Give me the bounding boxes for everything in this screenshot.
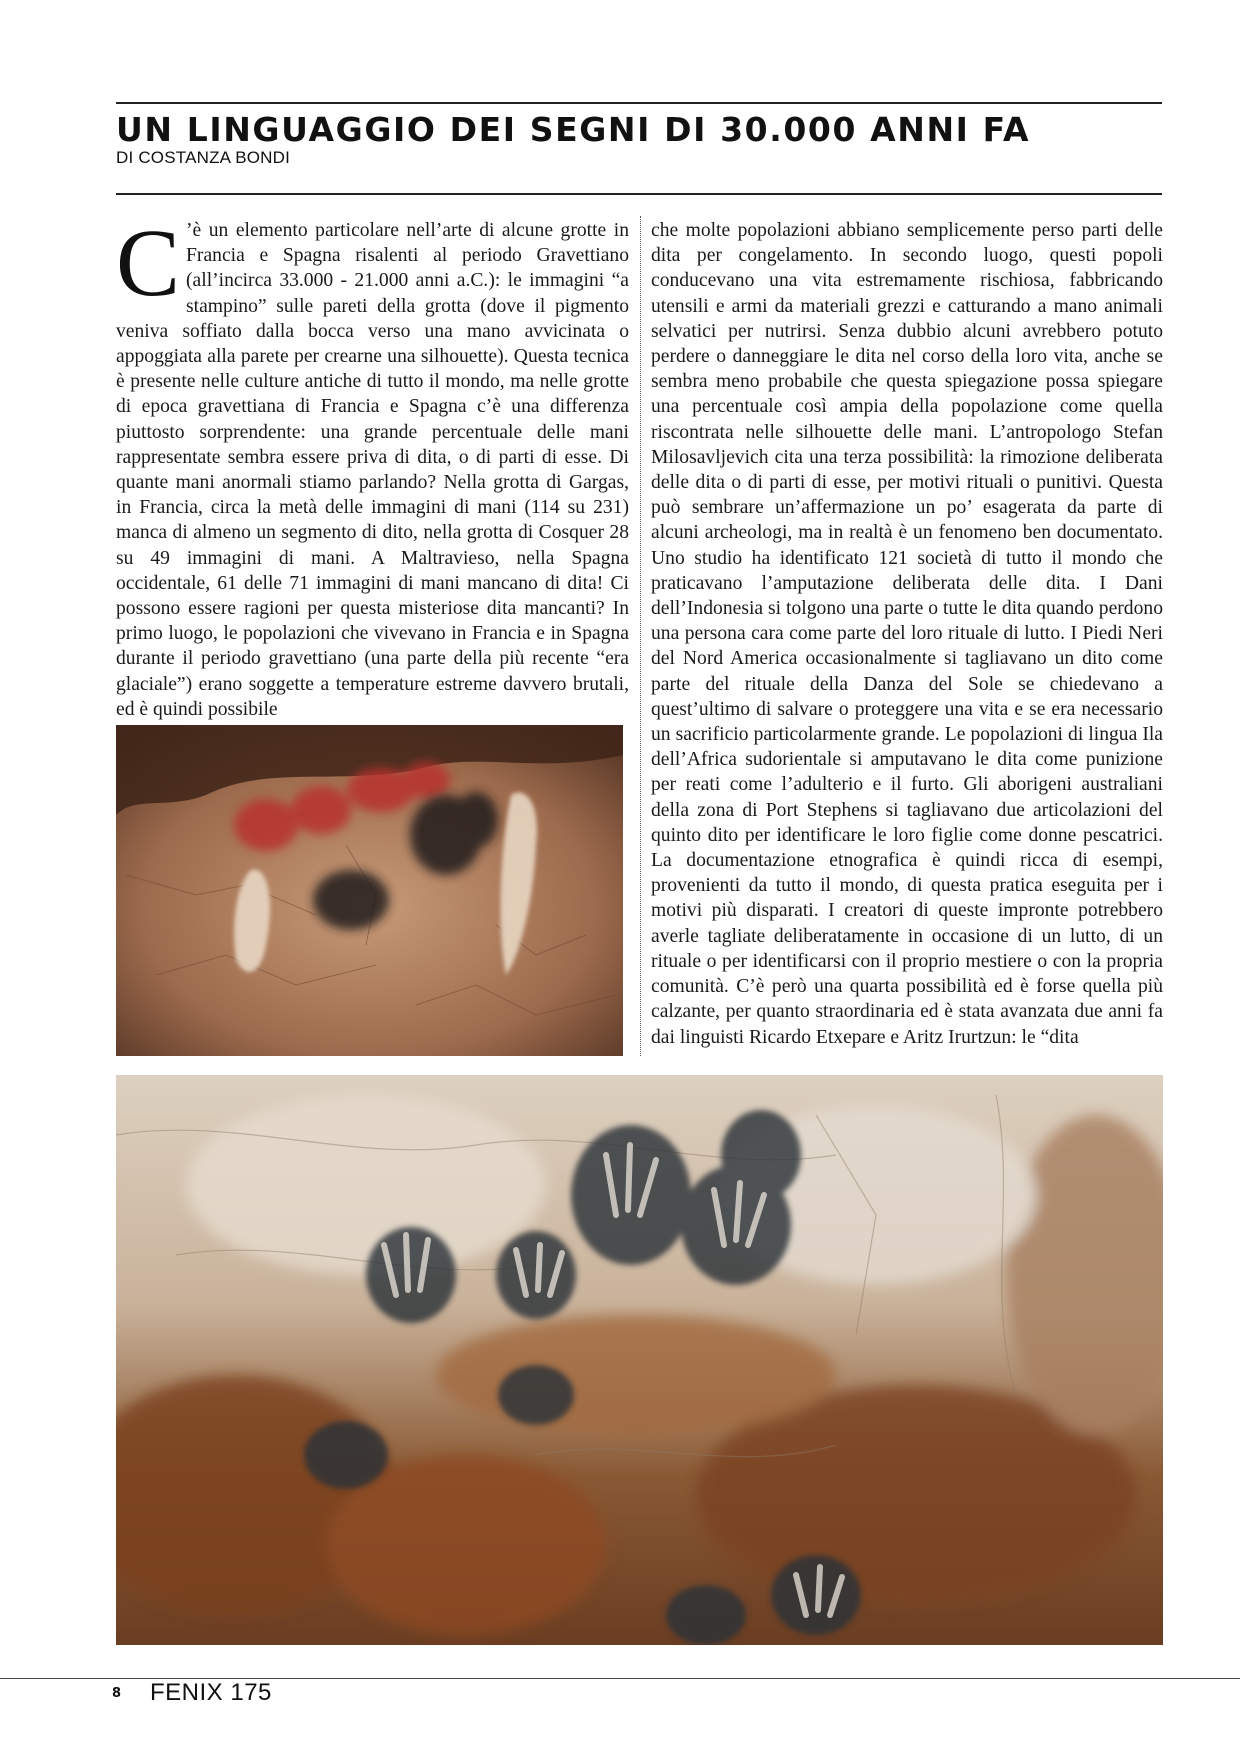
cave-hands-photo-small-image [116, 725, 623, 1056]
drop-cap: C [116, 209, 181, 316]
cave-hands-photo-large [116, 1075, 1163, 1645]
page-number: 8 [112, 1686, 122, 1701]
title-bottom-rule [116, 193, 1162, 195]
left-column [116, 209, 629, 722]
left-column-text: ’è un elemento particolare nell’arte di alcune grotte in Francia e Spagna risalenti al periodo Gravettiano (all’incirca 33.000 - 21.000 anni a.C.): le immagini “a stampino” sulle pareti della grotta (dove il pigmento veniva soffiato dalla bocca verso una mano avvicinata o appoggiata alla parete per crearne una silhouette). Questa tecnica è presente nelle culture antiche di tutto il mondo, ma nelle grotte di epoca gravettiana di Francia e Spagna c’è una differenza piuttosto sorprendente: una grande percentuale delle mani rappresentate sembra essere priva di dita, o di parti di esse. Di quante mani anormali stiamo parlando? Nella grotta di Gargas, in Francia, circa la metà delle immagini di mani (114 su 231) manca di almeno un segmento di dito, nella grotta di Cosquer 28 su 49 immagini di mani. A Maltravieso, nella Spagna occidentale, 61 delle 71 immagini di mani mancano di dita! Ci possono essere ragioni per questa misteriose dita mancanti? In primo luogo, le popolazioni che vivevano in Francia e in Spagna durante il periodo gravettiano (una parte della più recente “era glaciale”) erano soggette a temperature estreme davvero brutali, ed è quindi possibile [116, 220, 629, 720]
article-byline: DI COSTANZA BONDI [116, 148, 291, 167]
magazine-name: FENIX 175 [150, 1679, 272, 1706]
column-divider [640, 216, 641, 1056]
article-title: UN LINGUAGGIO DEI SEGNI DI 30.000 ANNI FA [116, 110, 1031, 149]
cave-hands-photo-large-image [116, 1075, 1163, 1645]
title-top-rule [116, 102, 1162, 104]
right-column: che molte popolazioni abbiano semplicemente perso parti delle dita per congelamento. In secondo luogo, questi popoli conducevano una vita estremamente rischiosa, fabbricando utensili e armi da materiali grezzi e catturando a mano animali selvatici per nutrirsi. Senza dubbio alcuni avrebbero potuto perdere o danneggiare le dita nel corso della loro vita, anche se sembra meno probabile che questa spiegazione possa spiegare una percentuale così ampia della popolazione come quella riscontrata nelle silhouette delle mani. L’antropologo Stefan Milosavljevich cita una terza possibilità: la rimozione deliberata delle dita o di parti di esse, per motivi rituali o punitivi. Questa può sembrare un’affermazione un po’ esagerata da parte di alcuni archeologi, ma in realtà è un fenomeno ben documentato. Uno studio ha identificato 121 società di tutto il mondo che praticavano l’amputazione deliberata delle dita. I Dani dell’Indonesia si tolgono una parte o tutte le dita quando perdono una persona cara come parte del loro rituale di lutto. I Piedi Neri del Nord America occasionalmente si tagliavano un dito come parte del rituale della Danza del Sole se chiedevano a quest’ultimo di salvare o proteggere una vita e se era necessario un sacrificio particolarmente grande. Le popolazioni di lingua Ila dell’Africa sudorientale si amputavano le dita come punizione per reati come l’adulterio e il furto. Gli aborigeni australiani della zona di Port Stephens si tagliavano due articolazioni del quinto dito per identificare le loro figlie come donne pescatrici. La documentazione etnografica è quindi ricca di esempi, provenienti da tutto il mondo, di questa pratica eseguita per i motivi più disparati. I creatori di queste impronte potrebbero averle tagliate deliberatamente in occasione di un lutto, di un rituale o per identificarsi con il proprio mestiere o con la propria comunità. C’è però una quarta possibilità ed è forse quella più calzante, per quanto straordinaria ed è stata avanzata due anni fa dai linguisti Ricardo Etxepare e Aritz Irurtzun: le “dita [651, 220, 1163, 1048]
cave-hands-photo-small [116, 725, 623, 1056]
